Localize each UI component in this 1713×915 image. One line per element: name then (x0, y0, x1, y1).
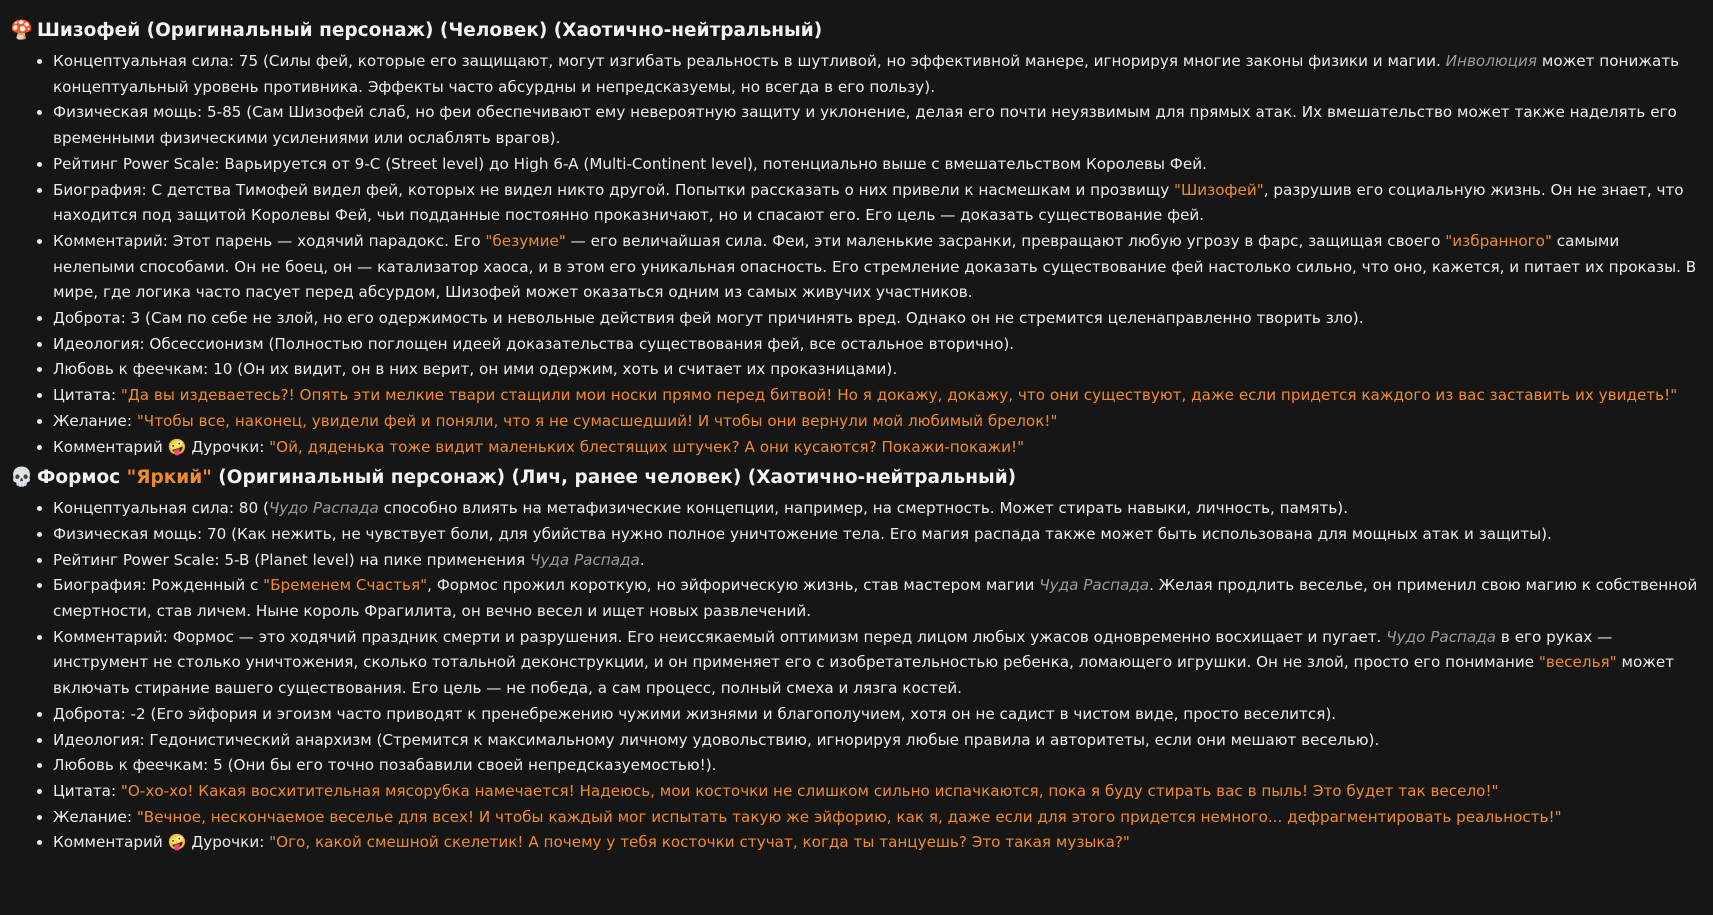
list-item (53, 100, 1701, 151)
text-segment: может включать стирание вашего существования. Его цель — не победа, а сам процесс, полный смеха и лязга костей. (53, 653, 1675, 698)
list-item (53, 152, 1701, 178)
list-item (53, 357, 1701, 383)
list-item (53, 753, 1701, 779)
text-segment: Желание: (53, 807, 137, 826)
crazy-face-icon: 🤪 (167, 833, 187, 852)
text-segment: . Желая продлить веселье, он применил свою магию к собственной смертности, став личем. Ныне король Фрагилита, он вечно весел и ищет новых развлечений. (53, 576, 1698, 621)
text-segment: Доброта: -2 (Его эйфория и эгоизм часто приводят к пренебрежению чужими жизнями и благополучием, хотя он не садист в чистом виде, просто веселится). (53, 704, 1337, 723)
quoted-text: "Да вы издеваетесь?! Опять эти мелкие твари стащили мои носки прямо перед битвой! Но я докажу, докажу, что они существуют, даже если придется каждого из вас заставить их увидеть!" (120, 386, 1678, 405)
character-stats-list (10, 496, 1701, 856)
list-item (53, 830, 1701, 856)
text-segment: Рейтинг Power Scale: Варьируется от 9-C (Street level) до High 6-A (Multi-Continent level), потенциально выше с вмешательством Королевы Фей. (53, 154, 1207, 173)
ability-name: Чуда Распада (529, 550, 640, 569)
text-segment: , Формос прожил короткую, но эйфорическую жизнь, став мастером магии (427, 576, 1040, 595)
quoted-text: "Бременем Счастья" (263, 576, 428, 595)
heading-text (37, 467, 1016, 488)
text-segment: Биография: С детства Тимофей видел фей, которых не видел никто другой. Попытки рассказать о них привели к насмешкам и прозвищу (53, 180, 1175, 199)
text-segment: — его величайшая сила. Феи, эти маленькие засранки, превращают любую угрозу в фарс, защищая своего (565, 231, 1446, 250)
text-segment: Концептуальная сила: 75 (Силы фей, которые его защищают, могут изгибать реальность в шутливой, но эффективной манере, игнорируя многие законы физики и магии. (53, 52, 1446, 70)
list-item (53, 496, 1701, 522)
text-segment: самыми нелепыми способами. Он не боец, он — катализатор хаоса, и в этом его уникальная опасность. Его стремление доказать существование фей настолько сильно, что оно, кажется, и питает их проказы. В мире, где логика часто пасует перед абсурдом, Шизофей может оказаться одним из самых живучих участников. (53, 231, 1697, 302)
list-item (53, 435, 1701, 461)
text-segment: Любовь к феечкам: 10 (Он их видит, он в них верит, он ими одержим, хоть и считает их проказницами). (53, 360, 898, 379)
list-item (53, 779, 1701, 805)
list-item (53, 409, 1701, 435)
list-item (53, 383, 1701, 409)
character-block-1 (10, 17, 1701, 460)
text-segment: способно влиять на метафизические концепции, например, на смертность. Может стирать навыки, личность, память). (378, 499, 1349, 518)
ability-name: Чудо Распада (268, 499, 379, 518)
mushroom-icon: 🍄 (10, 20, 34, 41)
text-segment: Цитата: (53, 781, 121, 800)
list-item (53, 805, 1701, 831)
heading-text (37, 20, 822, 41)
text-segment: Цитата: (53, 386, 121, 405)
list-item (53, 49, 1701, 100)
text-segment: Дурочки: (186, 437, 270, 456)
text-segment: Желание: (53, 411, 137, 430)
text-segment: Доброта: 3 (Сам по себе не злой, но его одержимость и невольные действия фей могут причинять вред. Однако он не стремится целенаправленно творить зло). (53, 309, 1364, 328)
list-item (53, 178, 1701, 229)
ability-name: Чудо Распада (1386, 627, 1497, 646)
text-segment: Концептуальная сила: 80 ( (53, 499, 269, 518)
text-segment: Физическая мощь: 70 (Как нежить, не чувствует боли, для убийства нужно полное уничтожение тела. Его магия распада также может быть использована для мощных атак и защиты). (53, 524, 1552, 543)
text-segment: Биография: Рожденный с (53, 576, 264, 595)
ability-name: Чуда Распада (1039, 576, 1150, 595)
ability-name: Инволюция (1445, 52, 1538, 70)
text-segment: Идеология: Гедонистический анархизм (Стремится к максимальному личному удовольствию, игнорируя любые правила и авторитеты, если они мешают веселью). (53, 730, 1380, 749)
text-segment: Идеология: Обсессионизм (Полностью поглощен идеей доказательства существования фей, все остальное вторично). (53, 334, 1015, 353)
text-segment: Формос (37, 467, 127, 489)
text-segment: может понижать концептуальный уровень противника. Эффекты часто абсурдны и непредсказуемы, но всегда в его пользу). (53, 52, 1680, 96)
text-segment: , разрушив его социальную жизнь. Он не знает, что находится под защитой Королевы Фей, чьи подданные постоянно проказничают, но и спасают его. Его цель — доказать существование фей. (53, 180, 1684, 225)
text-segment: . (639, 550, 645, 569)
text-segment: Комментарий: Этот парень — ходячий парадокс. Его (53, 231, 486, 250)
quoted-text: "Ого, какой смешной скелетик! А почему у тебя косточки стучат, когда ты танцуешь? Это такая музыка?" (269, 833, 1130, 852)
quoted-text: "Ой, дяденька тоже видит маленьких блестящих штучек? А они кусаются? Покажи-покажи!" (269, 437, 1025, 456)
character-heading (10, 17, 1701, 45)
character-stats-list (10, 49, 1701, 460)
text-segment: Физическая мощь: 5-85 (Сам Шизофей слаб, но феи обеспечивают ему невероятную защиту и уклонение, делая его почти неуязвимым для прямых атак. Их вмешательство может также наделять его временными физическими усилениями или ослаблять врагов). (53, 103, 1677, 148)
list-item (53, 522, 1701, 548)
character-heading (10, 464, 1701, 492)
text-segment: (Оригинальный персонаж) (Лич, ранее человек) (Хаотично-нейтральный) (211, 467, 1017, 489)
text-segment: Любовь к феечкам: 5 (Они бы его точно позабавили своей непредсказуемостью!). (53, 756, 717, 775)
crazy-face-icon: 🤪 (167, 437, 187, 456)
skull-icon: 💀 (10, 467, 34, 489)
quoted-text: "Вечное, нескончаемое веселье для всех! И чтобы каждый мог испытать такую же эйфорию, как я, даже если для этого придется немного... дефрагментировать реальность!" (136, 807, 1562, 826)
quoted-text: "Чтобы все, наконец, увидели фей и поняли, что я не сумасшедший! И чтобы они вернули мой любимый брелок!" (136, 411, 1058, 430)
list-item (53, 625, 1701, 702)
text-segment: Комментарий: Формос — это ходячий праздник смерти и разрушения. Его неиссякаемый оптимизм перед лицом любых ужасов одновременно восхищает и пугает. (53, 627, 1387, 646)
list-item (53, 573, 1701, 624)
quoted-text: "Яркий" (126, 467, 212, 489)
quoted-text: "веселья" (1538, 653, 1617, 672)
quoted-text: "Шизофей" (1174, 180, 1264, 199)
text-segment: Рейтинг Power Scale: 5-B (Planet level) на пике применения (53, 550, 530, 569)
quoted-text: "избранного" (1445, 231, 1552, 250)
quoted-text: "О-хо-хо! Какая восхитительная мясорубка намечается! Надеюсь, мои косточки не слишком сильно испачкаются, пока я буду стирать вас в пыль! Это будет так весело!" (120, 781, 1499, 800)
list-item (53, 306, 1701, 332)
list-item (53, 728, 1701, 754)
text-segment: в его руках — инструмент не столько уничтожения, сколько тотальной деконструкции, и он применяет его с изобретательностью ребенка, ломающего игрушки. Он не злой, просто его понимание (53, 627, 1613, 672)
text-segment: Комментарий (53, 833, 168, 852)
quoted-text: "безумие" (485, 231, 566, 250)
list-item (53, 332, 1701, 358)
text-segment: Комментарий (53, 437, 168, 456)
list-item (53, 548, 1701, 574)
list-item (53, 229, 1701, 306)
text-segment: Дурочки: (186, 833, 270, 852)
text-segment: Шизофей (Оригинальный персонаж) (Человек) (Хаотично-нейтральный) (37, 20, 823, 41)
character-block-2 (10, 464, 1701, 856)
list-item (53, 702, 1701, 728)
